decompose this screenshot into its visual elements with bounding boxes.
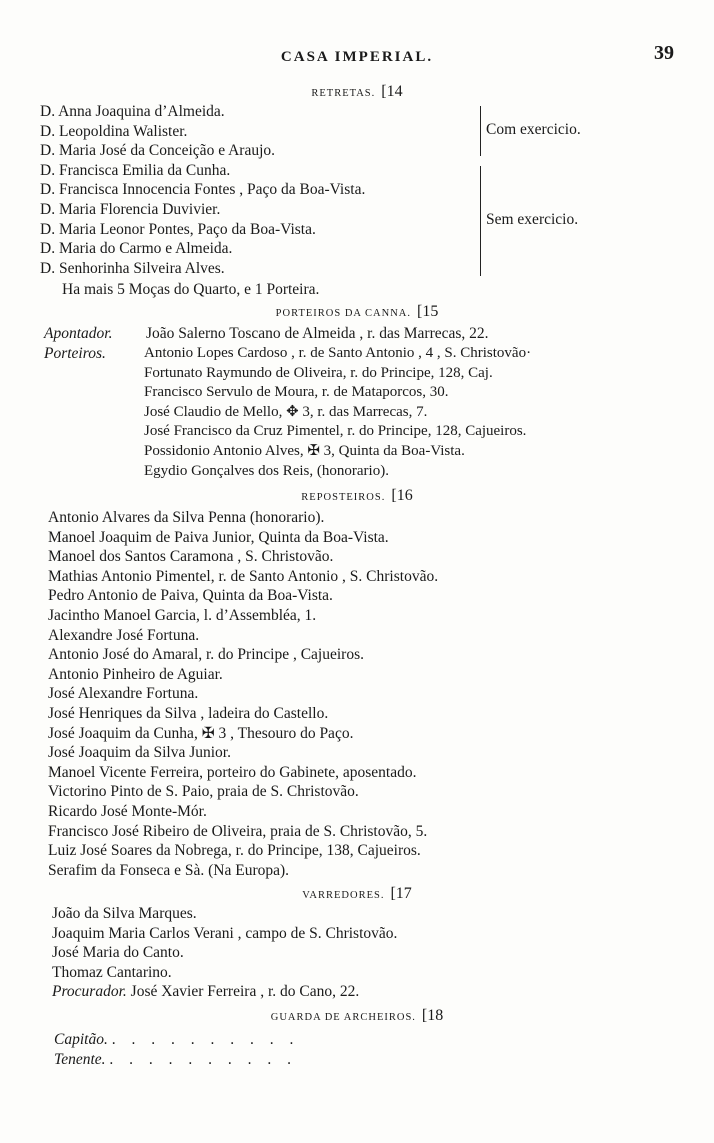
section-title: RETRETAS. <box>311 88 376 99</box>
list-item: Mathias Antonio Pimentel, r. de Santo Antonio , S. Christovão. <box>48 567 439 585</box>
section-heading-reposteiros <box>0 486 714 508</box>
list-item: Manoel dos Santos Caramona , S. Christovão. <box>48 548 334 566</box>
section-heading-porteiros <box>0 302 714 324</box>
section-heading-retretas <box>0 82 714 104</box>
list-item: D. Anna Joaquina d’Almeida. <box>40 103 225 120</box>
list-item: José Joaquim da Cunha, ✠ 3 , Thesouro do Paço. <box>48 724 354 742</box>
varredores-list <box>52 904 397 1002</box>
list-item: Francisco Servulo de Moura, r. de Mataporcos, 30. <box>144 384 449 401</box>
section-heading-guarda <box>0 1006 714 1028</box>
list-item: D. Maria José da Conceição e Araujo. <box>40 142 276 160</box>
page-number: 39 <box>654 42 674 64</box>
list-item: Ricardo José Monte-Mór. <box>48 802 207 820</box>
retretas-list <box>40 102 365 278</box>
reposteiros-list <box>48 508 438 880</box>
section-number: [15 <box>417 303 439 320</box>
section-number: [16 <box>391 487 413 504</box>
list-item: D. Maria do Carmo e Almeida. <box>40 240 233 258</box>
list-item: D. Francisca Innocencia Fontes , Paço da Boa-Vista. <box>40 181 366 199</box>
list-item: D. Maria Florencia Duvivier. <box>40 200 221 218</box>
list-item: José Francisco da Cruz Pimentel, r. do Principe, 128, Cajueiros. <box>144 423 527 440</box>
section-heading-varredores <box>0 884 714 906</box>
list-item: Alexandre José Fortuna. <box>48 626 200 644</box>
leader-dots: . . . . . . . . . . <box>111 1031 300 1048</box>
list-item <box>52 982 397 1002</box>
list-item: Victorino Pinto de S. Paio, praia de S. Christovão. <box>48 783 359 801</box>
list-item: Possidonio Antonio Alves, ✠ 3, Quinta da Boa-Vista. <box>144 442 465 459</box>
list-item: Jacintho Manoel Garcia, l. d’Assembléa, 1. <box>48 606 317 624</box>
brace-com-exercicio <box>480 106 481 156</box>
porteiros-label: Porteiros. <box>44 345 106 362</box>
list-item: Fortunato Raymundo de Oliveira, r. do Principe, 128, Caj. <box>144 364 493 381</box>
list-item: Pedro Antonio de Paiva, Quinta da Boa-Vista. <box>48 587 333 605</box>
list-item: Antonio Alvares da Silva Penna (honorario). <box>48 509 325 526</box>
list-item: Thomaz Cantarino. <box>52 963 172 981</box>
capitao-label: Capitão. <box>54 1031 108 1048</box>
tenente-row <box>54 1050 297 1070</box>
list-item: D. Francisca Emilia da Cunha. <box>40 161 231 179</box>
list-item: Antonio Lopes Cardoso , r. de Santo Antonio , 4 , S. Christovão· <box>144 345 532 361</box>
list-item: Manoel Joaquim de Paiva Junior, Quinta da Boa-Vista. <box>48 528 389 546</box>
section-title: VARREDORES. <box>302 890 385 901</box>
list-item: D. Leopoldina Walister. <box>40 122 188 140</box>
section-title: GUARDA DE ARCHEIROS. <box>270 1012 416 1023</box>
list-item: Joaquim Maria Carlos Verani , campo de S. Christovão. <box>52 924 398 942</box>
list-item: José Alexandre Fortuna. <box>48 685 199 703</box>
tenente-label: Tenente. <box>54 1051 106 1068</box>
procurador-label: Procurador. <box>52 983 127 1001</box>
list-item: Antonio José do Amaral, r. do Principe , Cajueiros. <box>48 646 364 664</box>
list-item: D. Senhorinha Silveira Alves. <box>40 259 225 277</box>
list-item: José Maria do Canto. <box>52 944 184 962</box>
section-title: PORTEIROS DA CANNA. <box>275 308 411 319</box>
section-number: [14 <box>381 83 403 100</box>
list-item: João da Silva Marques. <box>52 905 197 922</box>
list-item: Luiz José Soares da Nobrega, r. do Principe, 138, Cajueiros. <box>48 842 421 860</box>
list-item: José Joaquim da Silva Junior. <box>48 744 231 762</box>
section-title: REPOSTEIROS. <box>301 492 386 503</box>
list-item: Manoel Vicente Ferreira, porteiro do Gabinete, aposentado. <box>48 763 417 781</box>
list-item: Serafim da Fonseca e Sà. (Na Europa). <box>48 861 290 879</box>
list-item: Egydio Gonçalves dos Reis, (honorario). <box>144 462 389 479</box>
section-number: [18 <box>421 1007 444 1024</box>
list-item: José Claudio de Mello, ✥ 3, r. das Marrecas, 7. <box>144 403 428 420</box>
procurador-name: José Xavier Ferreira , r. do Cano, 22. <box>130 983 360 1001</box>
page-header: CASA IMPERIAL. <box>280 49 434 65</box>
list-item: Francisco José Ribeiro de Oliveira, praia de S. Christovão, 5. <box>48 822 428 840</box>
brace-sem-exercicio <box>480 166 481 276</box>
list-item: D. Maria Leonor Pontes, Paço da Boa-Vista. <box>40 220 316 238</box>
section-number: [17 <box>390 885 412 902</box>
porteiros-list <box>144 344 531 481</box>
list-item: Antonio Pinheiro de Aguiar. <box>48 665 223 683</box>
list-item: José Henriques da Silva , ladeira do Castello. <box>48 704 329 722</box>
apontador-name: João Salerno Toscano de Almeida , r. das Marrecas, 22. <box>146 325 489 342</box>
retretas-note: Ha mais 5 Moças do Quarto, e 1 Porteira. <box>62 281 320 298</box>
apontador-label: Apontador. <box>44 325 113 342</box>
leader-dots: . . . . . . . . . . <box>109 1051 298 1068</box>
sem-exercicio-label: Sem exercicio. <box>486 211 579 228</box>
com-exercicio-label: Com exercicio. <box>486 121 581 138</box>
capitao-row <box>54 1030 299 1050</box>
